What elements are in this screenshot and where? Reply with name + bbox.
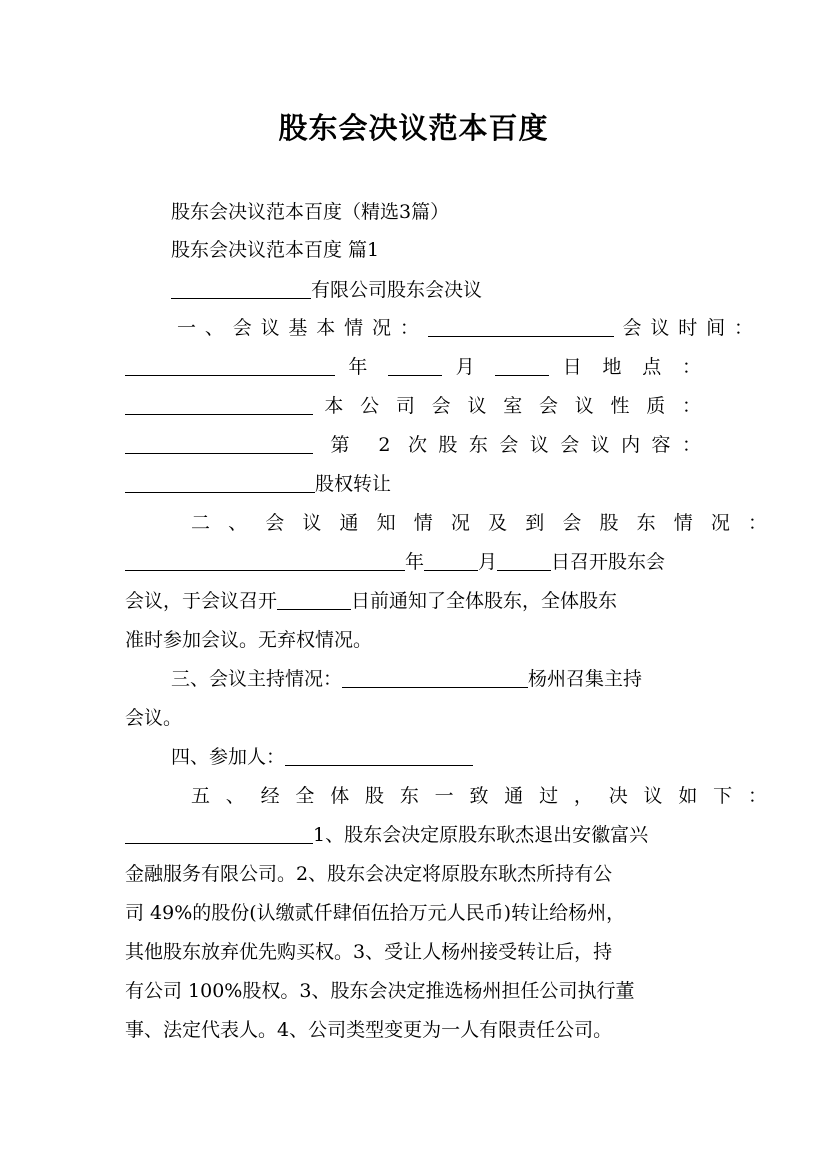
nature-text: 第 2 次股东会议会议内容：: [330, 434, 701, 456]
resolution-heading-text: 有限公司股东会决议: [311, 279, 483, 301]
nature-blank: [125, 433, 313, 454]
notice-month: 月: [478, 551, 498, 573]
resolution-line-5: 有公司 100%股权。3、股东会决定推选杨州担任公司执行董: [125, 980, 635, 1002]
section-2-label: 二、会议通知情况及到会股东情况：: [191, 512, 767, 534]
notice-line-3: 准时参加会议。无弃权情况。: [125, 629, 373, 651]
resolution-heading: [125, 276, 747, 304]
resolution-line-6: 事、法定代表人。4、公司类型变更为一人有限责任公司。: [125, 1019, 613, 1041]
section-2-line-1: [125, 509, 767, 537]
section-5-line-5: [125, 938, 701, 966]
document-title: 股东会决议范本百度: [278, 111, 549, 145]
year-label: 年: [348, 356, 375, 378]
resolution-blank: [125, 823, 313, 844]
section-2-line-3: [125, 587, 701, 615]
day-place-label: 日 地 点 ：: [562, 356, 701, 378]
notice-year: 年: [405, 551, 425, 573]
basic-info-blank: [428, 316, 614, 337]
place-blank: [125, 394, 313, 415]
company-name-blank: [171, 278, 311, 299]
resolution-line-4: 其他股东放弃优先购买权。3、受让人杨州接受转让后，持: [125, 941, 613, 963]
time-blank: [125, 355, 335, 376]
section-1-label: 一、会议基本情况：: [177, 317, 428, 339]
section-4-line-1: [125, 743, 747, 771]
section-3-line-1: [125, 665, 747, 693]
resolution-line-3: 司 49%的股份(认缴贰仟肆佰伍拾万元人民币)转让给杨州，: [125, 902, 626, 924]
section-2-line-4: [125, 626, 701, 654]
participants-blank: [285, 745, 473, 766]
section-4-label: 四、参加人：: [171, 746, 286, 768]
host-tail: 杨州召集主持: [528, 668, 643, 690]
document-subtitle: [125, 198, 747, 226]
section-3-label: 三、会议主持情况：: [171, 668, 343, 690]
section-5-line-6: [125, 977, 701, 1005]
content-blank: [125, 472, 315, 493]
section-1-line-2: [125, 353, 701, 381]
section-5-line-3: [125, 860, 701, 888]
resolution-line-1: 1、股东会决定原股东耿杰退出安徽富兴: [313, 824, 649, 846]
notice-line-2a: 会议，于会议召开: [125, 590, 278, 612]
place-text: 本 公 司 会 议 室 会 议 性 质 ：: [324, 395, 701, 417]
notice-day-text: 日召开股东会: [551, 551, 666, 573]
notice-days-blank: [277, 589, 351, 610]
host-blank: [342, 667, 528, 688]
notice-blank: [125, 550, 405, 571]
month-label: 月: [455, 356, 482, 378]
section-1-line-1: [125, 314, 753, 342]
subtitle-text: 股东会决议范本百度（精选3篇）: [171, 201, 450, 223]
section-5-line-1: [125, 782, 767, 810]
section-5-line-7: [125, 1016, 701, 1044]
section-1-line-3: [125, 392, 701, 420]
section-3-line-2: [125, 704, 701, 732]
notice-line-2b: 日前通知了全体股东，全体股东: [351, 590, 618, 612]
section-1-line-4: [125, 431, 701, 459]
day-blank: [495, 355, 549, 376]
section-1-line-5: [125, 470, 701, 498]
section-heading: [125, 236, 747, 264]
month-blank: [388, 355, 442, 376]
section-5-label: 五、经全体股东一致通过，决议如下：: [191, 785, 767, 807]
notice-day-blank: [497, 550, 551, 571]
section-heading-text: 股东会决议范本百度 篇1: [171, 239, 380, 261]
notice-month-blank: [424, 550, 478, 571]
meeting-time-label: 会议时间：: [613, 317, 753, 339]
section-5-line-4: [125, 899, 701, 927]
content-text: 股权转让: [315, 473, 392, 495]
resolution-line-2: 金融服务有限公司。2、股东会决定将原股东耿杰所持有公: [125, 863, 613, 885]
section-5-line-2: [125, 821, 701, 849]
section-2-line-2: [125, 548, 701, 576]
host-line-2: 会议。: [125, 707, 183, 729]
